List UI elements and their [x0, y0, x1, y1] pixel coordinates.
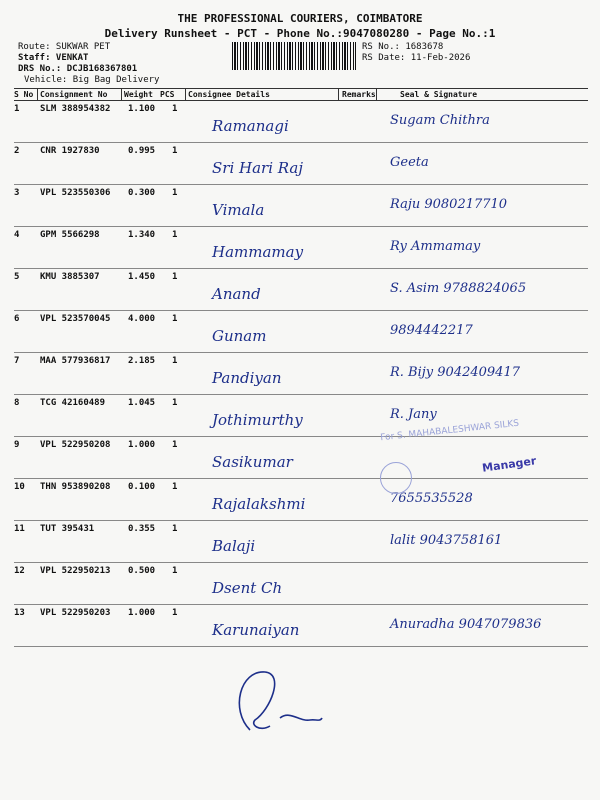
row-receiver-signature: Sugam Chithra — [390, 113, 490, 128]
col-sno: S No — [14, 90, 34, 99]
row-weight: 2.185 — [128, 356, 156, 366]
row-receiver-signature: R. Jany — [390, 407, 437, 422]
row-consignee-signature: Dsent Ch — [212, 579, 283, 597]
row-divider — [14, 226, 588, 227]
row-weight: 0.300 — [128, 188, 156, 198]
row-weight: 1.340 — [128, 230, 156, 240]
row-consignee-signature: Karunaiyan — [212, 621, 300, 639]
col-remarks: Remarks — [342, 90, 376, 99]
table-header-rule — [14, 100, 588, 101]
row-pcs: 1 — [172, 230, 178, 240]
row-consignment-no: VPL 522950208 — [40, 440, 111, 450]
row-consignee-signature: Vimala — [212, 201, 265, 219]
row-consignment-no: GPM 5566298 — [40, 230, 100, 240]
manager-stamp: Manager — [481, 454, 538, 475]
col-consignee: Consignee Details — [188, 90, 270, 99]
col-seal: Seal & Signature — [400, 90, 478, 99]
row-pcs: 1 — [172, 188, 178, 198]
row-divider — [14, 142, 588, 143]
row-sno: 6 — [14, 314, 20, 324]
row-divider — [14, 184, 588, 185]
row-sno: 1 — [14, 104, 20, 114]
row-consignee-signature: Hammamay — [212, 243, 304, 261]
row-consignment-no: SLM 388954382 — [40, 104, 111, 114]
row-divider — [14, 520, 588, 521]
col-divider — [338, 88, 339, 100]
row-consignee-signature: Rajalakshmi — [212, 495, 306, 513]
row-sno: 8 — [14, 398, 20, 408]
row-weight: 4.000 — [128, 314, 156, 324]
row-consignment-no: TCG 42160489 — [40, 398, 106, 408]
stamp-circle — [380, 462, 412, 494]
row-pcs: 1 — [172, 440, 178, 450]
row-weight: 0.355 — [128, 524, 156, 534]
row-divider — [14, 436, 588, 437]
col-divider — [37, 88, 38, 100]
table-top-rule — [14, 88, 588, 89]
company-title: THE PROFESSIONAL COURIERS, COIMBATORE — [177, 12, 423, 25]
row-consignment-no: VPL 523550306 — [40, 188, 111, 198]
row-pcs: 1 — [172, 272, 178, 282]
row-consignee-signature: Anand — [212, 285, 261, 303]
row-consignment-no: MAA 577936817 — [40, 356, 111, 366]
row-sno: 4 — [14, 230, 20, 240]
col-consignment: Consignment No — [40, 90, 108, 99]
row-sno: 2 — [14, 146, 20, 156]
row-receiver-signature: Geeta — [390, 155, 429, 170]
col-divider — [185, 88, 186, 100]
row-weight: 1.100 — [128, 104, 156, 114]
vehicle-label: Vehicle: Big Bag Delivery — [24, 75, 160, 85]
row-pcs: 1 — [172, 524, 178, 534]
row-sno: 5 — [14, 272, 20, 282]
row-pcs: 1 — [172, 104, 178, 114]
col-divider — [376, 88, 377, 100]
row-weight: 1.450 — [128, 272, 156, 282]
rs-number: RS No.: 1683678 — [362, 42, 444, 52]
col-pcs: PCS — [160, 90, 175, 99]
col-divider — [121, 88, 122, 100]
row-pcs: 1 — [172, 482, 178, 492]
row-consignee-signature: Gunam — [212, 327, 267, 345]
row-divider — [14, 562, 588, 563]
row-weight: 0.500 — [128, 566, 156, 576]
row-weight: 0.100 — [128, 482, 156, 492]
row-divider — [14, 310, 588, 311]
row-divider — [14, 478, 588, 479]
row-consignee-signature: Balaji — [212, 537, 256, 555]
row-weight: 0.995 — [128, 146, 156, 156]
row-divider — [14, 268, 588, 269]
row-consignment-no: VPL 522950203 — [40, 608, 111, 618]
row-weight: 1.000 — [128, 440, 156, 450]
drs-label: DRS No.: DCJB168367801 — [18, 64, 138, 74]
row-consignee-signature: Ramanagi — [212, 117, 289, 135]
row-receiver-signature: Anuradha 9047079836 — [390, 617, 542, 632]
firm-stamp: For S. MAHABALESHWAR SILKS — [379, 418, 520, 444]
row-consignment-no: VPL 522950213 — [40, 566, 111, 576]
row-consignee-signature: Sri Hari Raj — [212, 159, 304, 177]
row-consignee-signature: Pandiyan — [212, 369, 282, 387]
row-receiver-signature: Raju 9080217710 — [390, 197, 508, 212]
row-consignment-no: KMU 3885307 — [40, 272, 100, 282]
row-receiver-signature: 7655535528 — [390, 491, 473, 506]
row-divider — [14, 352, 588, 353]
runsheet-subtitle: Delivery Runsheet - PCT - Phone No.:9047080280 - Page No.:1 — [104, 27, 496, 40]
row-pcs: 1 — [172, 146, 178, 156]
row-sno: 10 — [14, 482, 25, 492]
route-label: Route: SUKWAR PET — [18, 42, 111, 52]
row-weight: 1.045 — [128, 398, 156, 408]
row-consignee-signature: Jothimurthy — [212, 411, 303, 429]
row-sno: 3 — [14, 188, 20, 198]
row-sno: 7 — [14, 356, 20, 366]
row-divider — [14, 394, 588, 395]
row-divider — [14, 604, 588, 605]
row-pcs: 1 — [172, 566, 178, 576]
row-consignment-no: TUT 395431 — [40, 524, 95, 534]
row-sno: 13 — [14, 608, 25, 618]
row-sno: 9 — [14, 440, 20, 450]
row-pcs: 1 — [172, 398, 178, 408]
row-receiver-signature: R. Bijy 9042409417 — [390, 365, 520, 380]
row-divider — [14, 646, 588, 647]
row-consignee-signature: Sasikumar — [212, 453, 293, 471]
row-pcs: 1 — [172, 314, 178, 324]
staff-label: Staff: VENKAT — [18, 53, 89, 63]
row-pcs: 1 — [172, 608, 178, 618]
row-receiver-signature: S. Asim 9788824065 — [390, 281, 527, 296]
final-signature — [210, 660, 330, 750]
row-consignment-no: VPL 523570045 — [40, 314, 111, 324]
row-pcs: 1 — [172, 356, 178, 366]
row-consignment-no: CNR 1927830 — [40, 146, 100, 156]
row-consignment-no: THN 953890208 — [40, 482, 111, 492]
barcode — [232, 42, 356, 70]
row-sno: 12 — [14, 566, 25, 576]
row-receiver-signature: lalit 9043758161 — [390, 533, 503, 548]
col-weight: Weight — [124, 90, 153, 99]
row-weight: 1.000 — [128, 608, 156, 618]
row-sno: 11 — [14, 524, 25, 534]
row-receiver-signature: 9894442217 — [390, 323, 473, 338]
rs-date: RS Date: 11-Feb-2026 — [362, 53, 471, 63]
row-receiver-signature: Ry Ammamay — [390, 239, 481, 254]
